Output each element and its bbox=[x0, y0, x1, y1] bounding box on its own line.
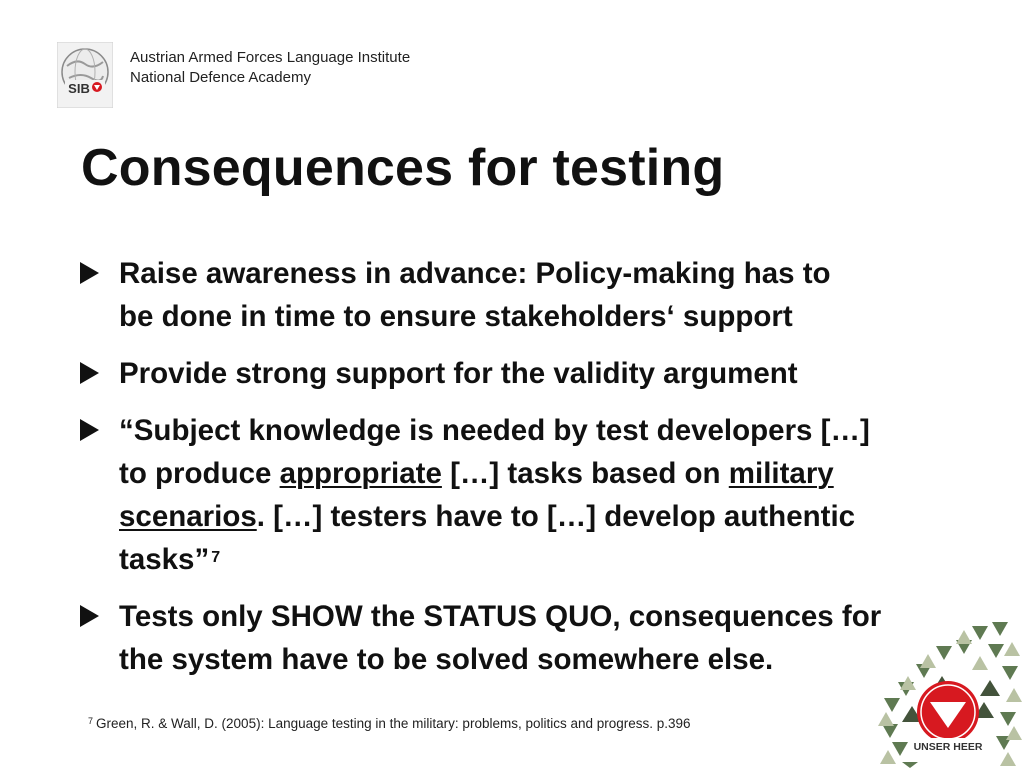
bullet-text-line: Tests only SHOW the STATUS QUO, consequences for bbox=[119, 600, 882, 633]
triangle-bullet-icon bbox=[78, 604, 100, 628]
underlined-term: military bbox=[728, 457, 834, 490]
triangle-bullet-icon bbox=[78, 261, 100, 285]
bullet-text-line bbox=[119, 452, 978, 495]
bullet-text: to produce bbox=[119, 457, 280, 490]
underlined-term: scenarios bbox=[119, 500, 257, 533]
slide-title: Consequences for testing bbox=[81, 139, 725, 197]
footnote-text: Green, R. & Wall, D. (2005): Language testing in the military: problems, politics and progress. p.396 bbox=[96, 716, 691, 731]
bullet-text-line: Provide strong support for the validity argument bbox=[119, 357, 798, 390]
sib-logo-text: SIB bbox=[68, 81, 90, 96]
footnote bbox=[88, 716, 691, 731]
bullet-text-line: the system have to be solved somewhere else. bbox=[119, 643, 774, 676]
institute-line-1: Austrian Armed Forces Language Institute bbox=[130, 49, 411, 66]
bullet-text: […] tasks based on bbox=[441, 457, 729, 490]
bullet-item bbox=[78, 252, 978, 338]
bullet-text: . […] testers have to […] develop authentic bbox=[256, 500, 856, 533]
institute-name bbox=[130, 48, 410, 88]
bullet-item bbox=[78, 352, 978, 395]
bullet-text: tasks” bbox=[119, 543, 210, 576]
bullet-item bbox=[78, 595, 978, 681]
bullet-text-line bbox=[119, 538, 978, 581]
bullet-text-line: Raise awareness in advance: Policy-making has to bbox=[119, 257, 831, 290]
triangle-bullet-icon bbox=[78, 361, 100, 385]
institute-line-2: National Defence Academy bbox=[130, 69, 311, 86]
sib-logo-icon bbox=[57, 42, 113, 108]
underlined-term: appropriate bbox=[279, 457, 442, 490]
unser-heer-text: UNSER HEER bbox=[913, 741, 983, 753]
bullet-text-line: be done in time to ensure stakeholders‘ support bbox=[119, 300, 793, 333]
footnote-number: 7 bbox=[88, 716, 94, 726]
bullet-text-line: “Subject knowledge is needed by test developers […] bbox=[119, 414, 870, 447]
triangle-bullet-icon bbox=[78, 418, 100, 442]
bullet-item bbox=[78, 409, 978, 581]
unser-heer-emblem-icon bbox=[872, 616, 1024, 768]
bullet-text-line bbox=[119, 495, 978, 538]
footnote-reference: 7 bbox=[211, 549, 221, 566]
bullet-list bbox=[78, 252, 978, 681]
